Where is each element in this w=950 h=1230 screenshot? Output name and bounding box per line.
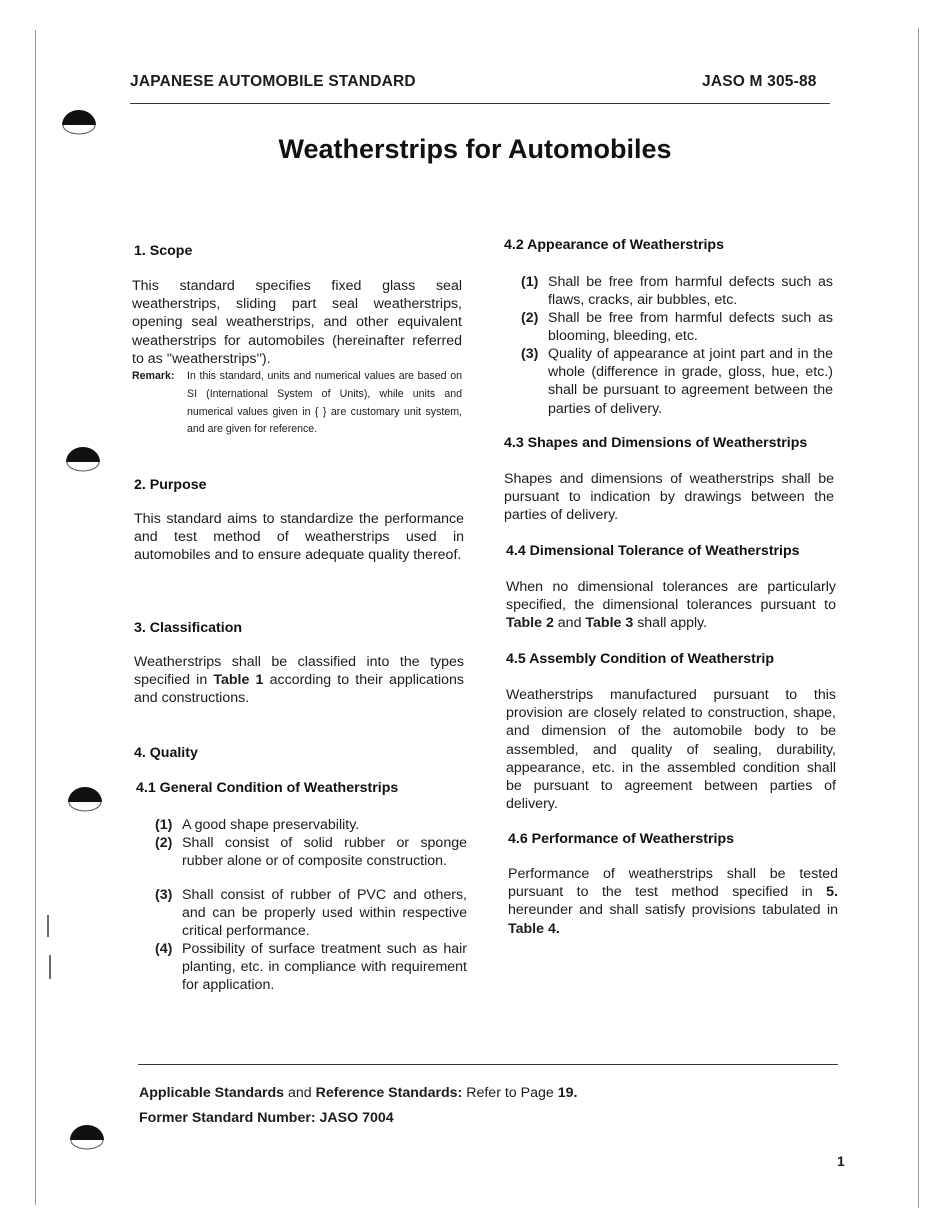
- header-organization: JAPANESE AUTOMOBILE STANDARD: [130, 73, 416, 90]
- margin-mark: [49, 955, 51, 979]
- applicable-standards-label: Applicable Standards: [139, 1085, 285, 1101]
- list-item-text: Shall consist of solid rubber or sponge rubber alone or of composite construction.: [182, 835, 467, 870]
- left-margin-line: [35, 30, 36, 1205]
- table-2-reference: Table 2: [506, 615, 554, 632]
- tolerance-text-part: and: [553, 615, 586, 632]
- punch-hole: [64, 440, 102, 472]
- purpose-text: This standard aims to standardize the performance and test method of weatherstrips used in automobiles and to ensure adequate quality thereof.: [134, 511, 464, 564]
- applicable-standards-line: [139, 1085, 577, 1101]
- performance-text-part: Performance of weatherstrips shall be tested pursuant to the test method specified in: [508, 866, 838, 901]
- section-heading-general-condition: 4.1 General Condition of Weatherstrips: [136, 780, 399, 796]
- header-rule: [130, 103, 830, 104]
- assembly-text: Weatherstrips manufactured pursuant to this provision are closely related to construction, shape, and dimension of the automobile body to be assembled, and quality of sealing, durability, appearance, etc. in the assembled condition shall be pursuant to agreement between parties of delivery.: [506, 687, 836, 813]
- table-4-reference: Table 4.: [508, 920, 560, 937]
- table-3-reference: Table 3: [585, 615, 634, 632]
- remark-label: Remark:: [132, 370, 175, 382]
- list-item-text: A good shape preservability.: [182, 817, 360, 833]
- refer-text: Refer to Page: [462, 1085, 558, 1101]
- list-item-text: Quality of appearance at joint part and in the whole (difference in grade, gloss, hue, etc.) shall be pursuant to agreement between the parties of delivery.: [548, 346, 833, 417]
- performance-text-part: hereunder and shall satisfy provisions tabulated in: [508, 902, 838, 919]
- right-margin-line: [918, 28, 919, 1208]
- list-item: [155, 940, 467, 994]
- former-standard-number: [139, 1110, 394, 1126]
- punch-hole: [68, 1118, 106, 1150]
- margin-mark: [47, 915, 49, 937]
- section-heading-scope: 1. Scope: [134, 243, 193, 259]
- list-item: [155, 816, 467, 834]
- punch-hole: [60, 103, 98, 135]
- tolerance-text-part: shall apply.: [633, 615, 708, 632]
- table-1-reference: Table 1: [213, 672, 264, 689]
- section-heading-assembly: 4.5 Assembly Condition of Weatherstrip: [506, 651, 775, 667]
- list-item-text: Shall consist of rubber of PVC and others, and can be properly used within respective critical performance.: [182, 887, 467, 940]
- footer-and: and: [284, 1085, 316, 1101]
- list-item-text: Possibility of surface treatment such as hair planting, etc. in compliance with requirement for application.: [182, 941, 467, 994]
- list-item-number: (4): [155, 941, 173, 957]
- section-heading-appearance: 4.2 Appearance of Weatherstrips: [504, 237, 724, 253]
- section-heading-tolerance: 4.4 Dimensional Tolerance of Weatherstrips: [506, 543, 800, 559]
- punch-hole: [66, 780, 104, 812]
- classification-text-part: according to their applications and constructions.: [134, 672, 464, 707]
- section-heading-performance: 4.6 Performance of Weatherstrips: [508, 831, 735, 847]
- former-standard-label: Former Standard Number: JASO 7004: [139, 1110, 394, 1126]
- list-item: [155, 886, 467, 940]
- list-item-number: (3): [521, 346, 539, 362]
- remark-text: In this standard, units and numerical values are based on SI (International System of Units), while units and numerical values given in { } are customary unit system, and are given for reference.: [187, 370, 462, 436]
- scope-text: This standard specifies fixed glass seal weatherstrips, sliding part seal weatherstrips, opening seal weatherstrips, and other equivalent weatherstrips for automobiles (hereinafter referred to as ''weatherstrips'').: [132, 278, 462, 367]
- list-item-number: (2): [521, 310, 539, 326]
- header-standard-number: JASO M 305-88: [702, 73, 817, 90]
- classification-text: [134, 653, 464, 708]
- classification-text-part: Weatherstrips shall be classified into the types specified in: [134, 654, 464, 689]
- section-heading-classification: 3. Classification: [134, 620, 243, 636]
- tolerance-text-part: When no dimensional tolerances are particularly specified, the dimensional tolerances pursuant to: [506, 579, 836, 614]
- list-item-number: (1): [521, 274, 539, 290]
- list-item-text: Shall be free from harmful defects such as flaws, cracks, air bubbles, etc.: [548, 274, 833, 309]
- list-item: [521, 273, 833, 309]
- list-item: [155, 834, 467, 888]
- section-5-reference: 5.: [826, 884, 838, 901]
- page-title: Weatherstrips for Automobiles: [278, 134, 672, 164]
- tolerance-text: [506, 578, 836, 633]
- shapes-text: Shapes and dimensions of weatherstrips shall be pursuant to indication by drawings between the parties of delivery.: [504, 471, 834, 524]
- section-heading-purpose: 2. Purpose: [134, 477, 207, 493]
- footer-rule: [138, 1064, 838, 1065]
- section-heading-shapes: 4.3 Shapes and Dimensions of Weatherstrips: [504, 435, 808, 451]
- list-item-text: Shall be free from harmful defects such as blooming, bleeding, etc.: [548, 310, 833, 345]
- list-item-number: (1): [155, 817, 173, 833]
- list-item: [521, 309, 833, 345]
- list-item-number: (2): [155, 835, 173, 851]
- list-item: [521, 345, 833, 417]
- refer-page: 19.: [557, 1085, 578, 1101]
- performance-text: [508, 865, 838, 938]
- reference-standards-label: Reference Standards:: [315, 1085, 463, 1101]
- page-number: 1: [837, 1153, 845, 1169]
- list-item-number: (3): [155, 887, 173, 903]
- section-heading-quality: 4. Quality: [134, 745, 198, 761]
